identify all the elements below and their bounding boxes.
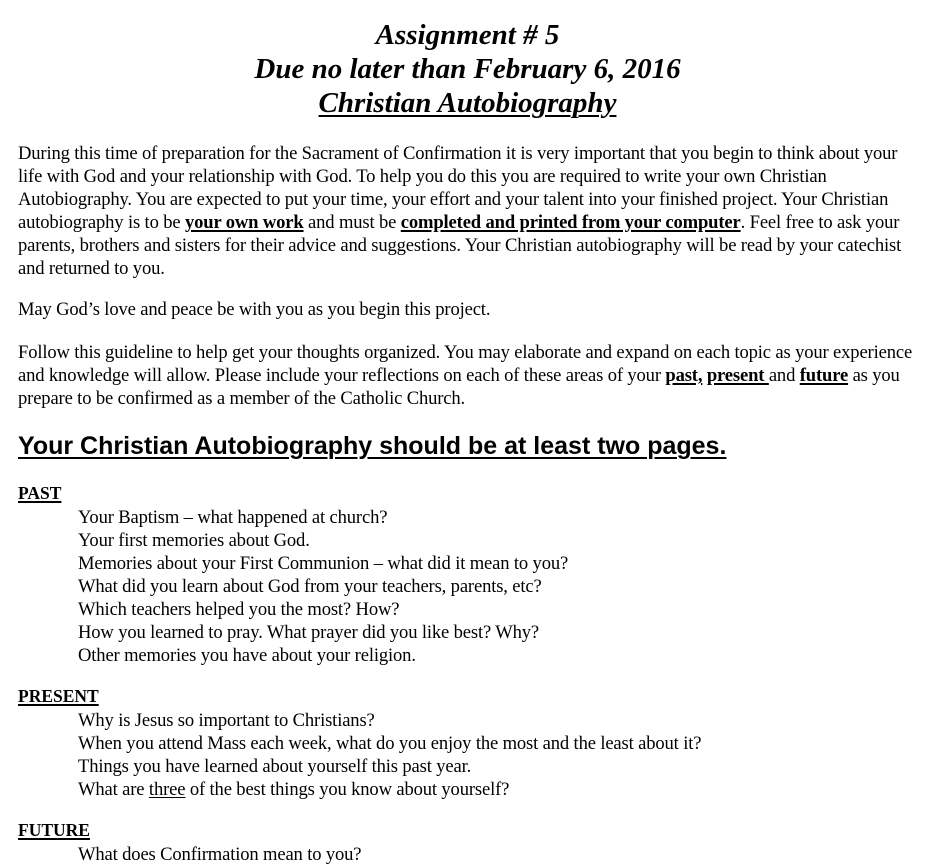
guideline-text-2: as you prepare to be confirmed as a member of the Catholic Church. [18,365,900,409]
list-item: Memories about your First Communion – what did it mean to you? [78,553,569,574]
past-topics-list [78,506,568,667]
own-work-emphasis: your own work [184,212,304,233]
guideline-and: and [768,365,800,386]
future-heading: FUTURE [18,820,90,840]
assignment-number: Assignment # 5 [375,19,560,51]
intro-paragraph [18,142,923,280]
list-item: Why is Jesus so important to Christians? [78,710,375,731]
past-emphasis: past, [665,365,703,386]
list-item: When you attend Mass each week, what do you enjoy the most and the least about it? [78,733,702,754]
printed-emphasis: completed and printed from your computer [400,212,741,233]
item-text-start: What are [78,779,149,800]
intro-text-3: . Feel free to ask your parents, brothers and sisters for their advice and suggestions. Your Christian autobiography will be read by your catechist and returned to you. [18,212,902,279]
three-emphasis: three [148,779,186,800]
due-date: Due no later than February 6, 2016 [254,53,681,85]
length-requirement-heading: Your Christian Autobiography should be at least two pages. [18,432,727,460]
list-item: Your Baptism – what happened at church? [78,507,388,528]
blessing-paragraph: May God’s love and peace be with you as you begin this project. [18,299,491,320]
list-item: What did you learn about God from your teachers, parents, etc? [78,576,542,597]
list-item: Things you have learned about yourself this past year. [78,756,472,777]
list-item: Other memories you have about your religion. [78,645,416,666]
assignment-topic: Christian Autobiography [318,87,617,119]
document-title [0,18,935,120]
list-item [78,778,701,801]
future-emphasis: future [799,365,849,386]
list-item: How you learned to pray. What prayer did you like best? Why? [78,622,540,643]
past-heading: PAST [18,483,62,503]
present-emphasis: present [706,365,769,386]
list-item: What does Confirmation mean to you? [78,844,362,865]
list-item: Your first memories about God. [78,530,310,551]
guideline-paragraph [18,341,923,410]
future-topics-list [78,843,361,866]
item-text-end: of the best things you know about yourself? [185,779,510,800]
intro-text-2: and must be [303,212,401,233]
present-heading: PRESENT [18,686,99,706]
guideline-text-1: Follow this guideline to help get your thoughts organized. You may elaborate and expand on each topic as your experience and knowledge will allow. Please include your reflections on each of these areas of your [18,342,913,386]
intro-text-1: During this time of preparation for the Sacrament of Confirmation it is very important that you begin to think about your life with God and your relationship with God. To help you do this you are required to write your own Christian Autobiography. You are expected to put your time, your effort and your talent into your finished project. Your Christian autobiography is to be [18,143,898,233]
present-topics-list [78,709,701,801]
list-item: Which teachers helped you the most? How? [78,599,400,620]
